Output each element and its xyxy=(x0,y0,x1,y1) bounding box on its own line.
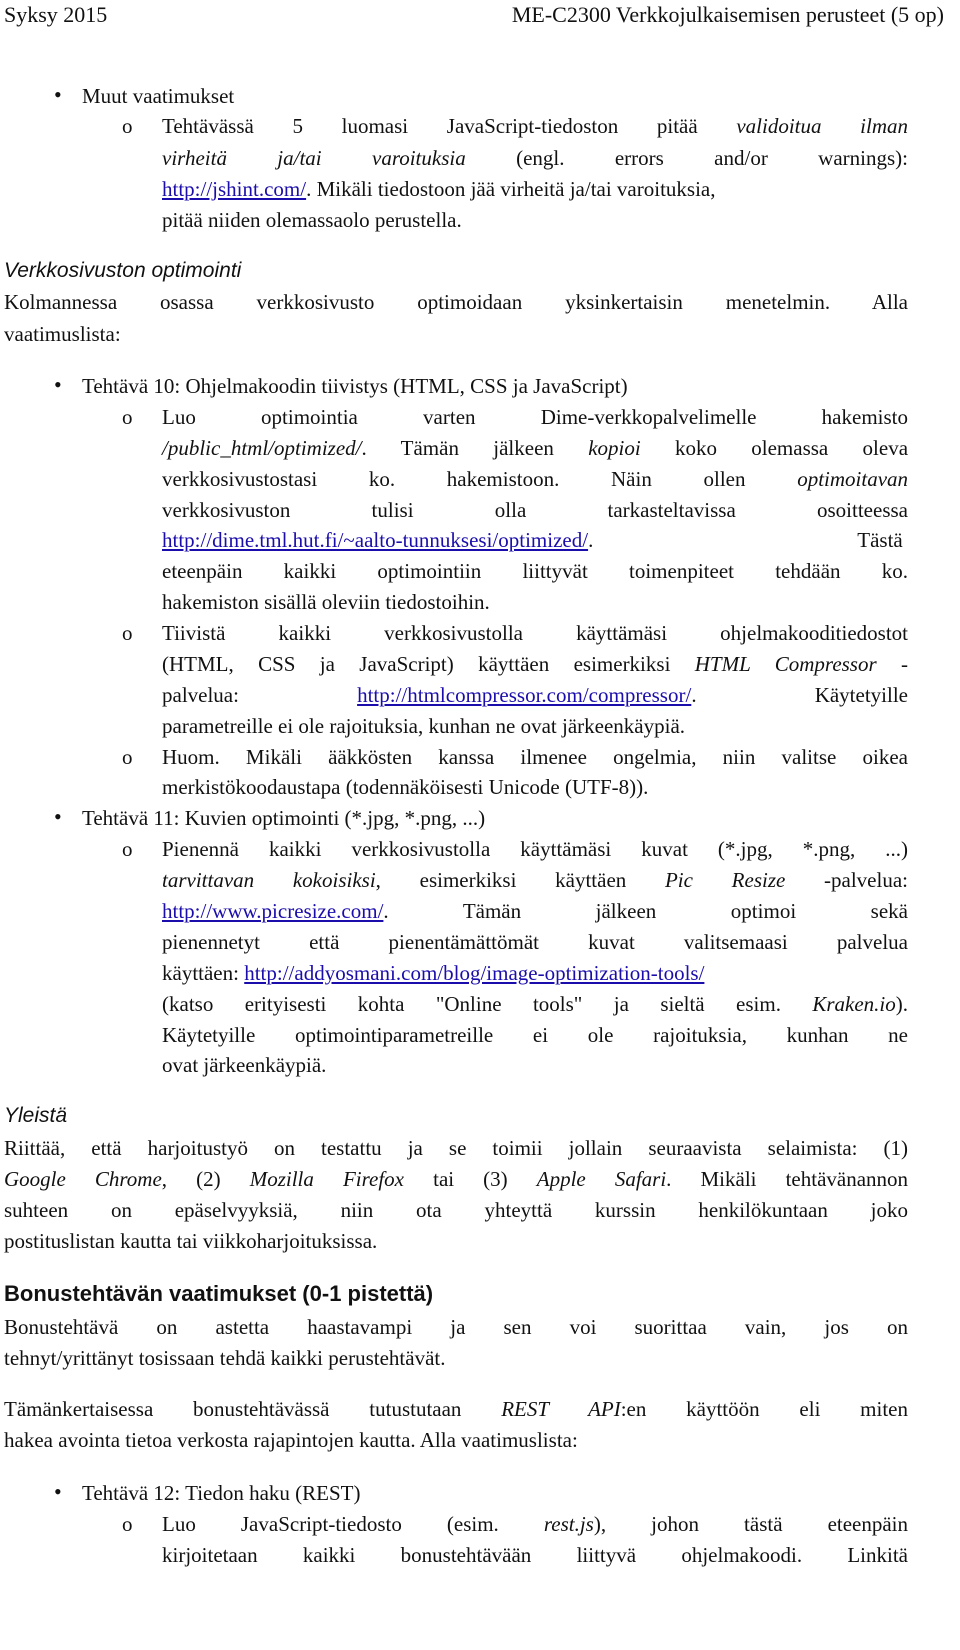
sub-bullet-glyph: o xyxy=(122,405,133,429)
bullet-muut-vaatimukset: Muut vaatimukset xyxy=(82,84,235,108)
sub-bullet-glyph: o xyxy=(122,745,133,769)
t10-a-line-6: eteenpäin kaikki optimointiin liittyvät toimenpiteet tehdään ko. xyxy=(162,559,908,583)
t11-line-4: pienennetyt että pienentämättömät kuvat valitsemaasi palvelua xyxy=(162,930,908,954)
yleista-line-4: postituslistan kautta tai viikkoharjoituksissa. xyxy=(4,1229,378,1253)
t11-line-3: http://www.picresize.com/. Tämän jälkeen optimoi sekä xyxy=(162,899,908,923)
muut-line-2: virheitä ja/tai varoituksia (engl. errors and/or warnings): xyxy=(162,146,908,170)
bonus-p2-line-2: hakea avointa tietoa verkosta rajapintojen kautta. Alla vaatimuslista: xyxy=(4,1428,578,1452)
sub-bullet-glyph: o xyxy=(122,114,133,138)
t11-line-7: Käytetyille optimointiparametreille ei ole rajoituksia, kunhan ne xyxy=(162,1023,908,1047)
t10-b-line-4: parametreille ei ole rajoituksia, kunhan ne ovat järkeenkäypiä. xyxy=(162,714,686,738)
t10-a-line-1: Luo optimointia varten Dime-verkkopalvelimelle hakemisto xyxy=(162,405,908,429)
bonus-heading: Bonustehtävän vaatimukset (0-1 pistettä) xyxy=(4,1281,434,1306)
bullet-glyph: • xyxy=(54,804,62,829)
t10-a-line-7: hakemiston sisällä oleviin tiedostoihin. xyxy=(162,590,490,614)
t11-line-6: (katso erityisesti kohta "Online tools" ja sieltä esim. Kraken.io). xyxy=(162,992,909,1016)
section-title-yleista: Yleistä xyxy=(4,1104,68,1127)
bullet-tehtava-12: Tehtävä 12: Tiedon haku (REST) xyxy=(82,1481,361,1505)
t11-line-2: tarvittavan kokoisiksi, esimerkiksi käyttäen Pic Resize -palvelua: xyxy=(162,868,908,892)
t10-b-line-1: Tiivistä kaikki verkkosivustolla käyttämäsi ohjelmakooditiedostot xyxy=(162,621,908,645)
jshint-link[interactable]: http://jshint.com/ xyxy=(162,177,307,201)
optim-paragraph-line-2: vaatimuslista: xyxy=(4,322,121,346)
section-title-optimointi: Verkkosivuston optimointi xyxy=(4,259,242,282)
header-semester: Syksy 2015 xyxy=(4,2,108,27)
t10-b-line-3: palvelua: http://htmlcompressor.com/compressor/. Käytetyille xyxy=(162,683,908,707)
bonus-p1-line-2: tehnyt/yrittänyt tosissaan tehdä kaikki perustehtävät. xyxy=(4,1346,446,1370)
sub-bullet-glyph: o xyxy=(122,621,133,645)
bullet-glyph: • xyxy=(54,372,62,397)
bonus-p2-line-1: Tämänkertaisessa bonustehtävässä tutustutaan REST API:en käyttöön eli miten xyxy=(4,1397,908,1421)
header-course-title: ME-C2300 Verkkojulkaisemisen perusteet (5 op) xyxy=(511,2,944,27)
t11-line-1: Pienennä kaikki verkkosivustolla käyttämäsi kuvat (*.jpg, *.png, ...) xyxy=(162,837,908,861)
t12-line-1: Luo JavaScript-tiedosto (esim. rest.js), johon tästä eteenpäin xyxy=(162,1512,909,1536)
page-header xyxy=(4,0,944,32)
t10-c-line-2: merkistökoodaustapa (todennäköisesti Unicode (UTF-8)). xyxy=(162,775,649,799)
muut-line-4: pitää niiden olemassaolo perustella. xyxy=(162,208,462,232)
t11-line-8: ovat järkeenkäypiä. xyxy=(162,1053,327,1077)
picresize-link[interactable]: http://www.picresize.com/ xyxy=(162,899,384,923)
bullet-tehtava-11: Tehtävä 11: Kuvien optimointi (*.jpg, *.png, ...) xyxy=(82,806,486,830)
bonus-p1-line-1: Bonustehtävä on astetta haastavampi ja sen voi suorittaa vain, jos on xyxy=(4,1315,908,1339)
sub-bullet-glyph: o xyxy=(122,1512,133,1536)
addyosmani-link[interactable]: http://addyosmani.com/blog/image-optimization-tools/ xyxy=(244,961,705,985)
sub-bullet-glyph: o xyxy=(122,837,133,861)
optim-paragraph-line-1: Kolmannessa osassa verkkosivusto optimoidaan yksinkertaisin menetelmin. Alla xyxy=(4,290,908,314)
muut-line-3: http://jshint.com/. Mikäli tiedostoon jää virheitä ja/tai varoituksia, xyxy=(162,177,716,201)
htmlcompressor-link[interactable]: http://htmlcompressor.com/compressor/ xyxy=(357,683,692,707)
bullet-glyph: • xyxy=(54,1479,62,1504)
t10-a-line-2: /public_html/optimized/. Tämän jälkeen kopioi koko olemassa oleva xyxy=(162,436,909,460)
yleista-line-2: Google Chrome, (2) Mozilla Firefox tai (3) Apple Safari. Mikäli tehtävänannon xyxy=(4,1167,909,1191)
t10-b-line-2: (HTML, CSS ja JavaScript) käyttäen esimerkiksi HTML Compressor - xyxy=(162,652,909,676)
bullet-tehtava-10: Tehtävä 10: Ohjelmakoodin tiivistys (HTML, CSS ja JavaScript) xyxy=(82,374,628,398)
yleista-line-3: suhteen on epäselvyyksiä, niin ota yhteyttä kurssin henkilökuntaan joko xyxy=(4,1198,908,1222)
yleista-line-1: Riittää, että harjoitustyö on testattu ja se toimii jollain seuraavista selaimista: (1) xyxy=(4,1136,908,1160)
t11-line-5: käyttäen: http://addyosmani.com/blog/image-optimization-tools/ xyxy=(162,961,705,985)
t10-c-line-1: Huom. Mikäli ääkkösten kanssa ilmenee ongelmia, niin valitse oikea xyxy=(162,745,908,769)
t10-a-line-4: verkkosivuston tulisi olla tarkasteltavissa osoitteessa xyxy=(162,498,908,522)
t10-a-line-5: http://dime.tml.hut.fi/~aalto-tunnuksesi/optimized/. Tästä xyxy=(162,528,903,552)
dime-optimized-link[interactable]: http://dime.tml.hut.fi/~aalto-tunnuksesi/optimized/ xyxy=(162,528,589,552)
muut-line-1: Tehtävässä 5 luomasi JavaScript-tiedoston pitää validoitua ilman xyxy=(162,114,909,138)
t10-a-line-3: verkkosivustostasi ko. hakemistoon. Näin ollen optimoitavan xyxy=(162,467,909,491)
t12-line-2: kirjoitetaan kaikki bonustehtävään liittyvä ohjelmakoodi. Linkitä xyxy=(162,1543,908,1567)
bullet-glyph: • xyxy=(54,82,62,107)
